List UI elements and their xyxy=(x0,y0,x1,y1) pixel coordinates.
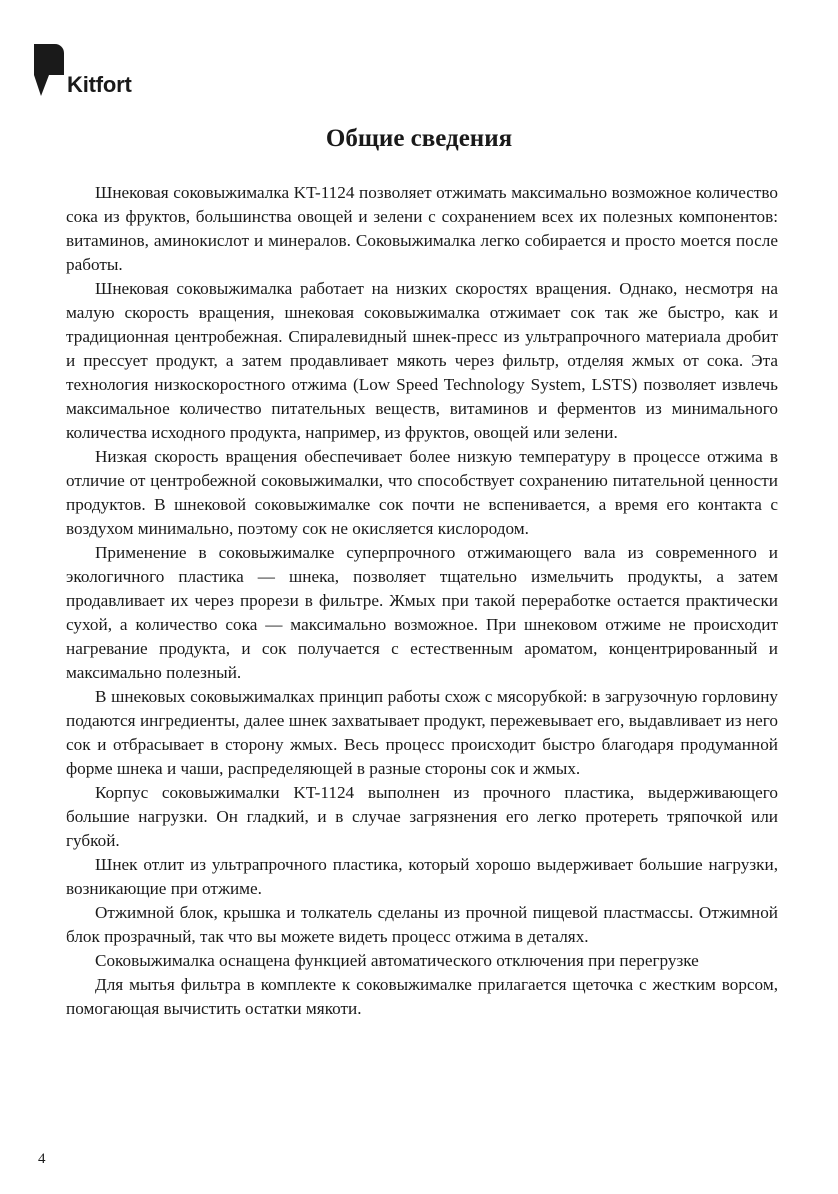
paragraph: Для мытья фильтра в комплекте к соковыжималке прилагается щеточка с жестким ворсом, помогающая вычистить остатки мякоти. xyxy=(66,975,778,1018)
paragraph: В шнековых соковыжималках принцип работы схож с мясорубкой: в загрузочную горловину подаются ингредиенты, далее шнек захватывает продукт, пережевывает его, выдавливает из него сок и отбрасывает в сторону жмых. Весь процесс происходит быстро благодаря продуманной форме шнека и чаши, распределяющей в разные стороны сок и жмых. xyxy=(66,687,778,778)
brand-logo xyxy=(34,44,132,96)
paragraph: Применение в соковыжималке суперпрочного отжимающего вала из современного и экологичного пластика — шнека, позволяет тщательно измельчить продукты, а затем продавливает их через прорези в фильтре. Жмых при такой переработке остается практически сухой, а количество сока — максимально возможное. При шнековом отжиме не происходит нагревание продукта, и сок получается с естественным ароматом, концентрированный и максимально полезный. xyxy=(66,543,778,682)
paragraph: Отжимной блок, крышка и толкатель сделаны из прочной пищевой пластмассы. Отжимной блок прозрачный, так что вы можете видеть процесс отжима в деталях. xyxy=(66,903,778,946)
page-number: 4 xyxy=(38,1151,46,1167)
paragraph: Низкая скорость вращения обеспечивает более низкую температуру в процессе отжима в отличие от центробежной соковыжималки, что способствует сохранению питательной ценности продуктов. В шнековой соковыжималке сок почти не вспенивается, а время его контакта с воздухом минимально, поэтому сок не окисляется кислородом. xyxy=(66,447,778,538)
page-heading: Общие сведения xyxy=(325,125,513,152)
paragraph: Шнековая соковыжималка работает на низких скоростях вращения. Однако, несмотря на малую скорость вращения, шнековая соковыжималка отжимает сок так же быстро, как и традиционная центробежная. Спиралевидный шнек-пресс из ультрапрочного материала дробит и прессует продукт, а затем продавливает мякоть через фильтр, отделяя жмых от сока. Эта технология низкоскоростного отжима (Low Speed Technology System, LSTS) позволяет извлечь максимальное количество питательных веществ, витаминов и ферментов из минимального количества исходного продукта, например, из фруктов, овощей или зелени. xyxy=(66,279,778,442)
paragraph: Корпус соковыжималки KT-1124 выполнен из прочного пластика, выдерживающего большие нагрузки. Он гладкий, и в случае загрязнения его легко протереть тряпочкой или губкой. xyxy=(66,783,778,850)
brand-name: Kitfort xyxy=(67,72,132,97)
paragraph: Шнековая соковыжималка KT-1124 позволяет отжимать максимально возможное количество сока из фруктов, большинства овощей и зелени с сохранением всех их полезных компонентов: витаминов, аминокислот и минералов. Соковыжималка легко собирается и просто моется после работы. xyxy=(66,183,778,274)
kitfort-logo-icon xyxy=(34,44,64,96)
paragraph: Шнек отлит из ультрапрочного пластика, который хорошо выдерживает большие нагрузки, возникающие при отжиме. xyxy=(66,855,778,898)
paragraph: Соковыжималка оснащена функцией автоматического отключения при перегрузке xyxy=(95,951,699,970)
body-text xyxy=(66,181,778,1021)
